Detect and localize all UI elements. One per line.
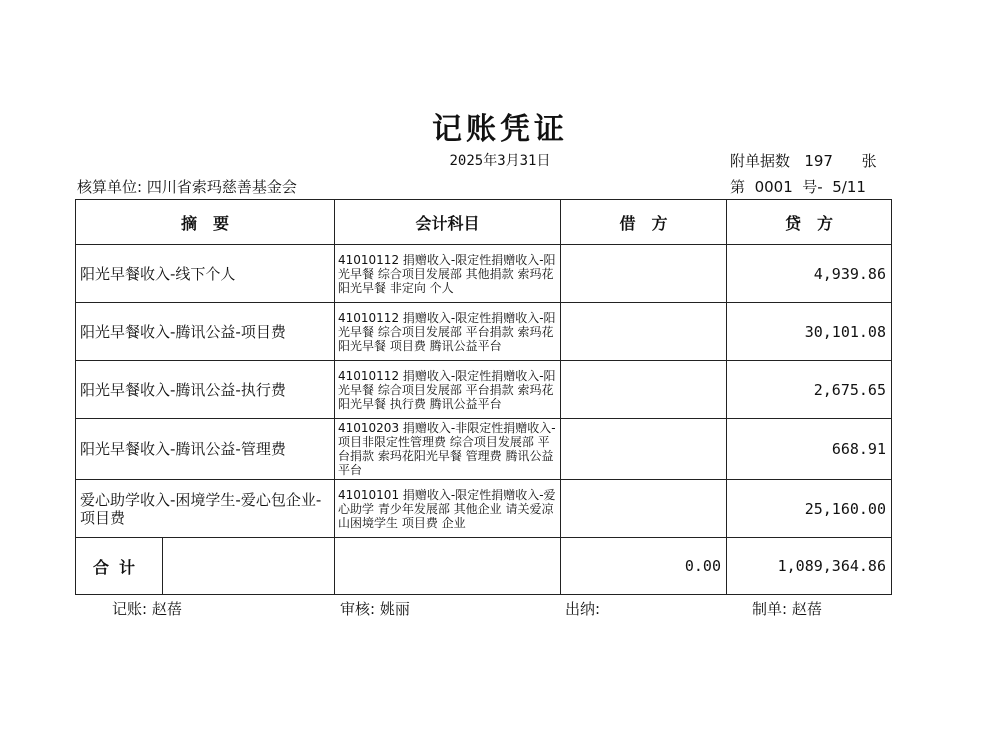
total-subject-empty — [335, 538, 561, 595]
header-credit: 贷 方 — [727, 200, 892, 245]
attachments-unit: 张 — [861, 152, 877, 170]
attachments-label: 附单据数 — [730, 152, 791, 170]
row-credit: 30,101.08 — [727, 303, 892, 361]
row-summary: 阳光早餐收入-线下个人 — [76, 245, 335, 303]
row-summary: 爱心助学收入-困境学生-爱心包企业-项目费 — [76, 480, 335, 538]
voucher-date: 2025年3月31日 — [449, 153, 551, 169]
row-credit: 2,675.65 — [727, 361, 892, 419]
footer-reviewer — [340, 598, 410, 619]
row-summary: 阳光早餐收入-腾讯公益-项目费 — [76, 303, 335, 361]
footer-preparer — [752, 598, 822, 619]
row-subject: 41010112 捐赠收入-限定性捐赠收入-阳光早餐 综合项目发展部 平台捐款 索玛花阳光早餐 项目费 腾讯公益平台 — [335, 303, 561, 361]
row-debit — [561, 361, 727, 419]
preparer-label: 制单: — [752, 600, 788, 618]
total-label-text: 合计 — [76, 538, 163, 594]
voucher-no-suffix: 号- — [802, 178, 823, 196]
footer-bookkeeper — [112, 598, 182, 619]
header-subject: 会计科目 — [335, 200, 561, 245]
row-subject: 41010112 捐赠收入-限定性捐赠收入-阳光早餐 综合项目发展部 平台捐款 索玛花阳光早餐 执行费 腾讯公益平台 — [335, 361, 561, 419]
row-credit: 25,160.00 — [727, 480, 892, 538]
total-debit: 0.00 — [561, 538, 727, 595]
header-summary: 摘 要 — [76, 200, 335, 245]
row-summary: 阳光早餐收入-腾讯公益-管理费 — [76, 419, 335, 480]
row-debit — [561, 245, 727, 303]
total-label — [76, 538, 335, 595]
row-debit — [561, 419, 727, 480]
table-row — [76, 480, 892, 538]
row-subject: 41010112 捐赠收入-限定性捐赠收入-阳光早餐 综合项目发展部 其他捐款 索玛花阳光早餐 非定向 个人 — [335, 245, 561, 303]
unit-name: 四川省索玛慈善基金会 — [146, 178, 297, 196]
attachments-info — [730, 150, 877, 171]
voucher-title: 记账凭证 — [432, 112, 568, 147]
table-row — [76, 245, 892, 303]
voucher-no-number: 0001 — [754, 178, 793, 196]
table-row — [76, 361, 892, 419]
reviewer-label: 审核: — [340, 600, 376, 618]
row-subject: 41010203 捐赠收入-非限定性捐赠收入-项目非限定性管理费 综合项目发展部 平台捐款 索玛花阳光早餐 管理费 腾讯公益平台 — [335, 419, 561, 480]
reviewer-name: 姚丽 — [379, 600, 410, 618]
table-row — [76, 303, 892, 361]
unit-label: 核算单位: — [77, 178, 143, 196]
row-summary: 阳光早餐收入-腾讯公益-执行费 — [76, 361, 335, 419]
header-debit: 借 方 — [561, 200, 727, 245]
table-header-row — [76, 200, 892, 245]
total-credit: 1,089,364.86 — [727, 538, 892, 595]
voucher-no-prefix: 第 — [730, 178, 746, 196]
table-row — [76, 419, 892, 480]
bookkeeper-name: 赵蓓 — [151, 600, 182, 618]
row-subject: 41010101 捐赠收入-限定性捐赠收入-爱心助学 青少年发展部 其他企业 请关爱凉山困境学生 项目费 企业 — [335, 480, 561, 538]
bookkeeper-label: 记账: — [112, 600, 148, 618]
row-credit: 4,939.86 — [727, 245, 892, 303]
attachments-count: 197 — [804, 152, 833, 170]
total-row — [76, 538, 892, 595]
voucher-number — [730, 176, 866, 197]
footer-cashier — [565, 598, 605, 619]
row-credit: 668.91 — [727, 419, 892, 480]
accounting-unit — [77, 176, 297, 197]
row-debit — [561, 303, 727, 361]
voucher-no-page: 5/11 — [832, 178, 866, 196]
cashier-label: 出纳: — [565, 600, 601, 618]
row-debit — [561, 480, 727, 538]
preparer-name: 赵蓓 — [791, 600, 822, 618]
voucher-table — [75, 199, 892, 595]
